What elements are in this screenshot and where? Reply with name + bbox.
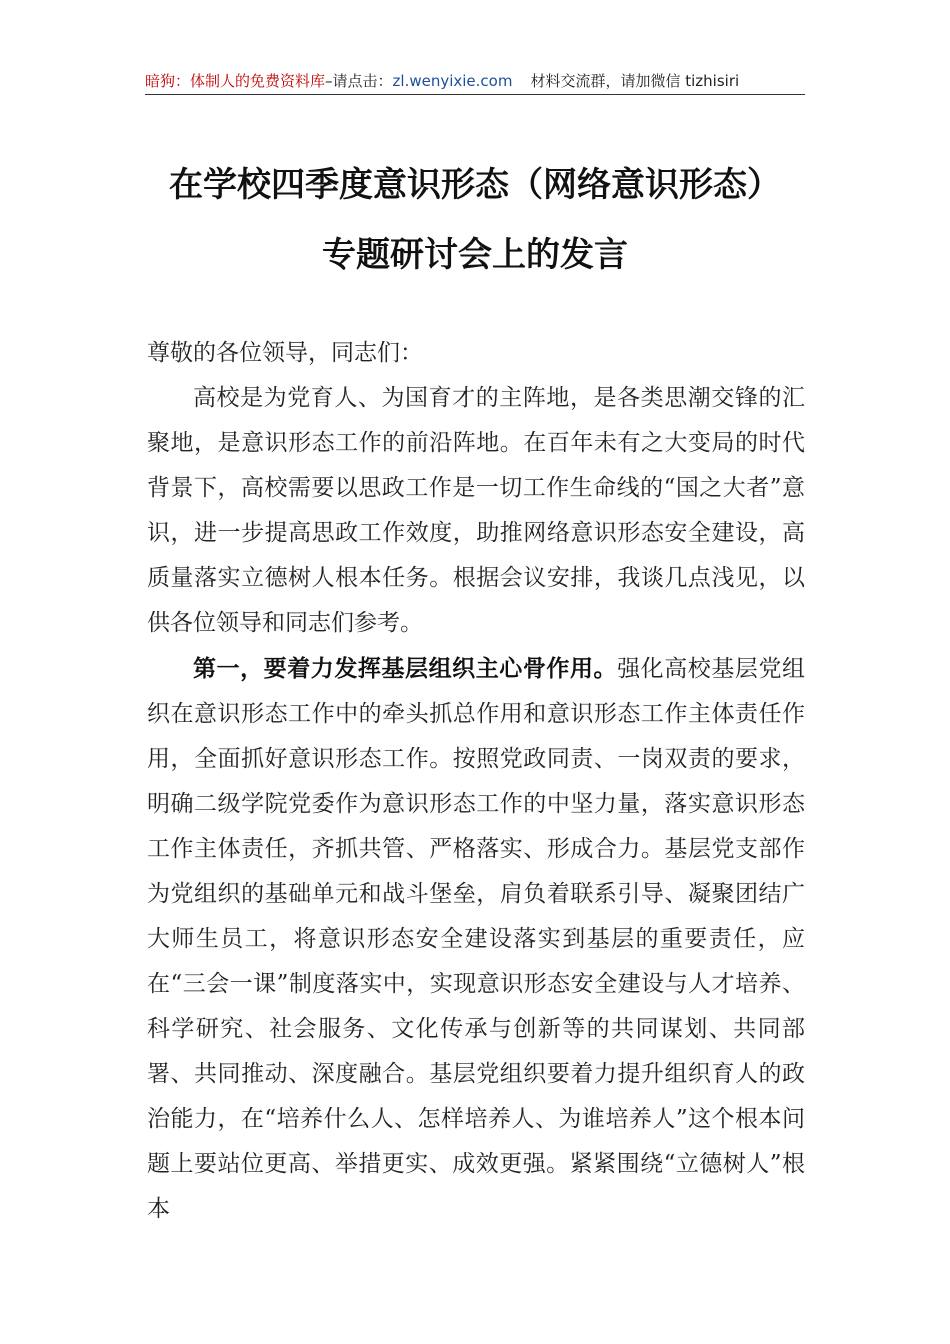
paragraph-heading: 第一，要着力发挥基层组织主心骨作用。 (193, 655, 618, 682)
paragraph-first-point (147, 646, 805, 1232)
document-title-line2: 专题研讨会上的发言 (322, 235, 628, 275)
header-brand: 暗狗：体制人的免费资料库 (145, 72, 326, 90)
document-title-line1: 在学校四季度意识形态（网络意识形态） (169, 165, 781, 205)
header-link[interactable]: zl.wenyixie.com (392, 72, 513, 90)
salutation: 尊敬的各位领导，同志们： (147, 340, 423, 366)
document-body (147, 331, 805, 1232)
paragraph-first-point-text: 强化高校基层党组织在意识形态工作中的牵头抓总作用和意识形态工作主体责任作用，全面抓好意识形态工作。按照党政同责、一岗双责的要求，明确二级学院党委作为意识形态工作的中坚力量，落实意识形态工作主体责任，齐抓共管、严格落实、形成合力。基层党支部作为党组织的基础单元和战斗堡垒，肩负着联系引导、凝聚团结广大师生员工，将意识形态安全建设落实到基层的重要责任，应在“三会一课”制度落实中，实现意识形态安全建设与人才培养、科学研究、社会服务、文化传承与创新等的共同谋划、共同部署、共同推动、深度融合。基层党组织要着力提升组织育人的政治能力，在“培养什么人、怎样培养人、为谁培养人”这个根本问题上要站位更高、举措更实、成效更强。紧紧围绕“立德树人”根本 (147, 656, 806, 1222)
header-link-prefix: –请点击： (325, 72, 393, 90)
paragraph-intro: 高校是为党育人、为国育才的主阵地，是各类思潮交锋的汇聚地，是意识形态工作的前沿阵地。在百年未有之大变局的时代背景下，高校需要以思政工作是一切工作生命线的“国之大者”意识，进一步提高思政工作效度，助推网络意识形态安全建设，高质量落实立德树人根本任务。根据会议安排，我谈几点浅见，以供各位领导和同志们参考。 (147, 385, 805, 636)
page-header (145, 70, 805, 95)
header-contact: 材料交流群，请加微信 tizhisiri (530, 72, 740, 90)
